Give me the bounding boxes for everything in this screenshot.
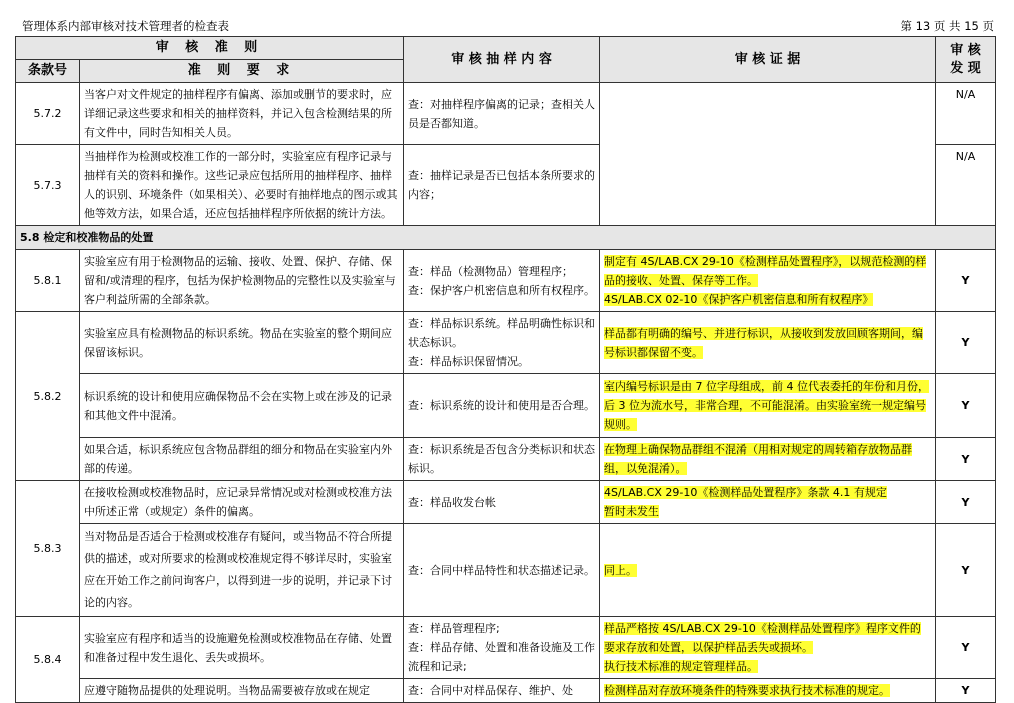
evidence-text: 样品都有明确的编号、并进行标识，从接收到发放回顾客期间，编号标识都保留不变。 [600, 312, 936, 374]
clause-number: 5.8.2 [16, 312, 80, 481]
sampling-text: 查：标识系统的设计和使用是否合理。 [404, 374, 600, 438]
evidence-text: 样品严格按 4S/LAB.CX 29-10《检测样品处置程序》程序文件的要求存放和处置，以保护样品丢失或损坏。 执行技术标准的规定管理样品。 [600, 617, 936, 679]
page-header [22, 10, 994, 36]
clause-number: 5.7.2 [16, 83, 80, 145]
finding-value: Y [936, 617, 996, 679]
table-row [16, 524, 996, 617]
requirement-text: 在接收检测或校准物品时，应记录异常情况或对检测或校准方法中所述正常（或规定）条件的偏离。 [80, 481, 404, 524]
evidence-text: 在物理上确保物品群组不混淆（用相对规定的周转箱存放物品群组，以免混淆）。 [600, 438, 936, 481]
table-header-row [16, 37, 996, 60]
sampling-text: 查：样品标识系统。样品明确性标识和状态标识。 查：样品标识保留情况。 [404, 312, 600, 374]
evidence-text: 制定有 4S/LAB.CX 29-10《检测样品处置程序》，以规范检测的样品的接收、处置、保存等工作。 4S/LAB.CX 02-10《保护客户机密信息和所有权程序》 [600, 250, 936, 312]
evidence-text: 同上。 [600, 524, 936, 617]
evidence-text: 检测样品对存放环境条件的特殊要求执行技术标准的规定。 [600, 679, 936, 703]
clause-no-header: 条款号 [16, 60, 80, 83]
table-row [16, 250, 996, 312]
requirement-text: 当抽样作为检测或校准工作的一部分时，实验室应有程序记录与抽样有关的资料和操作。这些记录应包括所用的抽样程序、抽样人的识别、环境条件（如果相关）、必要时有抽样地点的图示或其他等效方法，如果合适，还应包括抽样程序所依据的统计方法。 [80, 145, 404, 226]
requirement-text: 实验室应有程序和适当的设施避免检测或校准物品在存储、处置和准备过程中发生退化、丢失或损坏。 [80, 617, 404, 679]
requirement-text: 标识系统的设计和使用应确保物品不会在实物上或在涉及的记录和其他文件中混淆。 [80, 374, 404, 438]
table-row [16, 679, 996, 703]
requirement-text: 当客户对文件规定的抽样程序有偏离、添加或删节的要求时，应详细记录这些要求和相关的抽样资料，并记入包含检测结果的所有文件中，同时告知相关人员。 [80, 83, 404, 145]
finding-value: Y [936, 524, 996, 617]
evidence-header: 审 核 证 据 [600, 37, 936, 83]
table-row [16, 374, 996, 438]
document-title: 管理体系内部审核对技术管理者的检查表 [22, 19, 229, 33]
sampling-text: 查：样品管理程序; 查：样品存储、处置和准备设施及工作流程和记录; [404, 617, 600, 679]
finding-header [936, 37, 996, 83]
sampling-text: 查：样品（检测物品）管理程序； 查：保护客户机密信息和所有权程序。 [404, 250, 600, 312]
clause-number: 5.8.3 [16, 481, 80, 617]
requirement-text: 实验室应具有检测物品的标识系统。物品在实验室的整个期间应保留该标识。 [80, 312, 404, 374]
sampling-text: 查：抽样记录是否已包括本条所要求的内容； [404, 145, 600, 226]
requirement-text: 应遵守随物品提供的处理说明。当物品需要被存放或在规定 [80, 679, 404, 703]
finding-value: Y [936, 481, 996, 524]
requirement-text: 实验室应有用于检测物品的运输、接收、处置、保护、存储、保留和/或清理的程序，包括为保护检测物品的完整性以及实验室与客户利益所需的全部条款。 [80, 250, 404, 312]
finding-value: Y [936, 374, 996, 438]
page-number: 第 13 页 共 15 页 [900, 19, 994, 33]
audit-checklist-table [15, 36, 996, 703]
clause-number: 5.7.3 [16, 145, 80, 226]
finding-value: N/A [936, 83, 996, 145]
evidence-cell [600, 83, 936, 226]
table-row [16, 83, 996, 145]
table-row [16, 438, 996, 481]
table-row [16, 617, 996, 679]
finding-value: Y [936, 250, 996, 312]
section-row [16, 226, 996, 250]
sampling-text: 查：合同中对样品保存、维护、处 [404, 679, 600, 703]
finding-header-line2: 发 现 [950, 60, 981, 76]
table-row [16, 312, 996, 374]
finding-value: Y [936, 312, 996, 374]
requirement-text: 如果合适，标识系统应包含物品群组的细分和物品在实验室内外部的传递。 [80, 438, 404, 481]
finding-header-line1: 审 核 [950, 42, 981, 58]
evidence-text: 4S/LAB.CX 29-10《检测样品处置程序》条款 4.1 有规定 暂时未发生 [600, 481, 936, 524]
sampling-header: 审 核 抽 样 内 容 [404, 37, 600, 83]
finding-value: Y [936, 438, 996, 481]
table-row [16, 481, 996, 524]
finding-value: N/A [936, 145, 996, 226]
sampling-text: 查：对抽样程序偏离的记录；查相关人员是否都知道。 [404, 83, 600, 145]
requirement-text: 当对物品是否适合于检测或校准存有疑问，或当物品不符合所提供的描述，或对所要求的检测或校准规定得不够详尽时，实验室应在开始工作之前问询客户，以得到进一步的说明，并记录下讨论的内容。 [80, 524, 404, 617]
clause-number: 5.8.4 [16, 617, 80, 703]
requirement-header: 准 则 要 求 [80, 60, 404, 83]
finding-value: Y [936, 679, 996, 703]
clause-number: 5.8.1 [16, 250, 80, 312]
evidence-text: 室内编号标识是由 7 位字母组成，前 4 位代表委托的年份和月份，后 3 位为流水号，非常合理，不可能混淆。由实验室统一规定编号规则。 [600, 374, 936, 438]
sampling-text: 查：标识系统是否包含分类标识和状态标识。 [404, 438, 600, 481]
section-title: 5.8 检定和校准物品的处置 [16, 226, 996, 250]
sampling-text: 查：样品收发台帐 [404, 481, 600, 524]
sampling-text: 查：合同中样品特性和状态描述记录。 [404, 524, 600, 617]
criteria-header: 审 核 准 则 [16, 37, 404, 60]
